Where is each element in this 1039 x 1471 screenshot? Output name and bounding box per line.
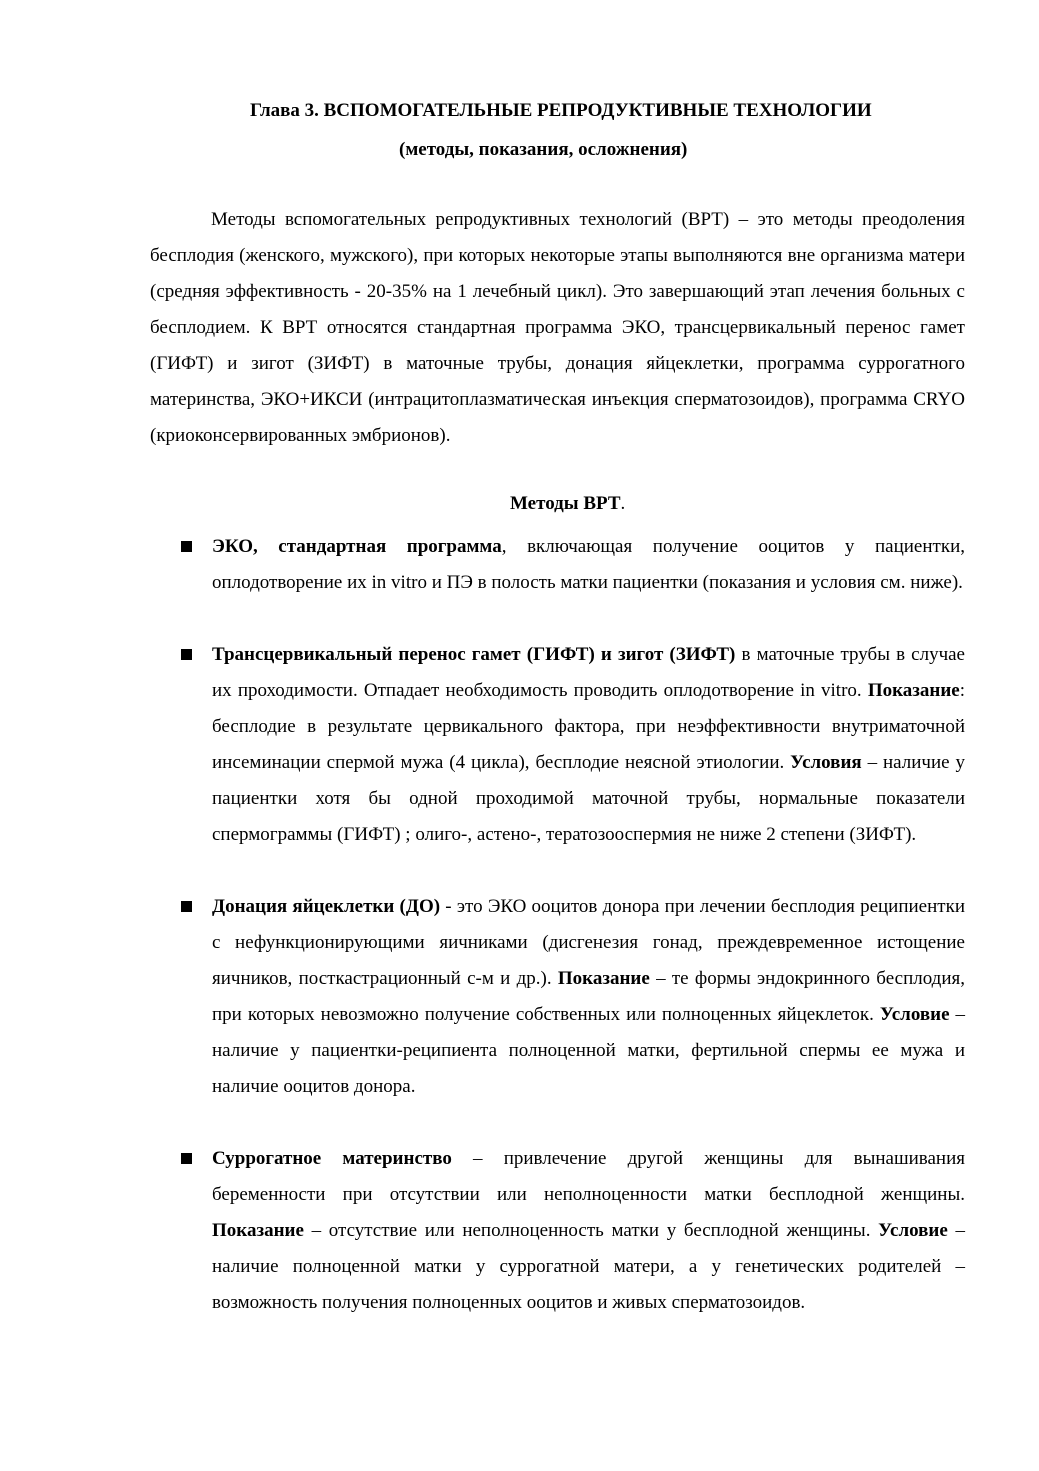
item-term: Донация яйцеклетки (ДО) xyxy=(212,896,441,917)
list-item-oocyte-donation xyxy=(0,889,965,1141)
section-title xyxy=(0,493,1039,515)
item-text-indication: – те формы эндокринного бесплодия, при которых невозможно получение собственных или полноценных яйцеклеток. xyxy=(212,968,965,1025)
section-title-bold: Методы ВРТ xyxy=(510,493,621,514)
intro-paragraph: Методы вспомогательных репродуктивных технологий (ВРТ) – это методы преодоления бесплодия (женского, мужского), при которых некоторые этапы выполняются вне организма матери (средняя эффективность - 20-35% на 1 лечебный цикл). Это завершающий этап лечения больных с бесплодием. К ВРТ относятся стандартная программа ЭКО, трансцервикальный перенос гамет (ГИФТ) и зигот (ЗИФТ) в маточные трубы, донация яйцеклетки, программа суррогатного материнства, ЭКО+ИКСИ (интрацитоплазматическая инъекция сперматозоидов), программа CRYO (криоконсервированных эмбрионов). xyxy=(150,209,965,446)
bullet-square-icon xyxy=(181,649,192,660)
item-text-indication: : бесплодие в результате цервикального фактора, при неэффективности внутриматочной инсеминации спермой мужа (4 цикла), бесплодие неясной этиологии. xyxy=(212,680,965,773)
item-label-indication: Показание xyxy=(867,680,960,701)
item-text-condition: – наличие у пациентки хотя бы одной проходимой маточной трубы, нормальные показатели спермограммы (ГИФТ) ; олиго-, астено-, тератозооспермия не ниже 2 степени (ЗИФТ). xyxy=(212,752,966,845)
item-term: Трансцервикальный перенос гамет (ГИФТ) и зигот (ЗИФТ) xyxy=(212,644,736,665)
item-text: , включающая получение ооцитов у пациентки, оплодотворение их in vitro и ПЭ в полость матки пациентки (показания и условия см. ниже). xyxy=(212,536,965,593)
list-item-gift-zift xyxy=(0,637,965,889)
bullet-square-icon xyxy=(181,1153,192,1164)
item-text-condition: – наличие полноценной матки у суррогатной матери, а у генетических родителей – возможность получения полноценных ооцитов и живых сперматозоидов. xyxy=(212,1220,966,1313)
item-label-condition: Условия xyxy=(790,752,862,773)
chapter-subtitle: (методы, показания, осложнения) xyxy=(399,139,688,160)
list-item-eco xyxy=(0,529,965,637)
chapter-title: Глава 3. ВСПОМОГАТЕЛЬНЫЕ РЕПРОДУКТИВНЫЕ ТЕХНОЛОГИИ xyxy=(250,100,872,121)
item-term: ЭКО, стандартная программа xyxy=(212,536,502,557)
item-text-indication: – отсутствие или неполноценность матки у бесплодной женщины. xyxy=(303,1220,879,1241)
bullet-square-icon xyxy=(181,901,192,912)
item-label-condition: Условие xyxy=(878,1220,948,1241)
item-term: Суррогатное материнство xyxy=(212,1148,452,1169)
item-label-condition: Условие xyxy=(879,1004,950,1025)
item-text-condition: – наличие у пациентки-реципиента полноценной матки, фертильной спермы ее мужа и наличие ооцитов донора. xyxy=(212,1004,965,1097)
item-text: – привлечение другой женщины для вынашивания беременности при отсутствии или неполноценности матки бесплодной женщины. xyxy=(212,1148,966,1205)
methods-list xyxy=(0,529,1039,1357)
section-title-suffix: . xyxy=(620,493,626,514)
item-label-indication: Показание xyxy=(212,1220,304,1241)
list-item-surrogacy xyxy=(0,1141,965,1357)
bullet-square-icon xyxy=(181,541,192,552)
item-text: - это ЭКО ооцитов донора при лечении бесплодия реципиентки с нефункционирующими яичниками (дисгенезия гонад, преждевременное истощение яичников, посткастрационный с-м и др.). xyxy=(212,896,965,989)
item-label-indication: Показание xyxy=(557,968,650,989)
item-text: в маточные трубы в случае их проходимости. Отпадает необходимость проводить оплодотворение in vitro. xyxy=(212,644,965,701)
